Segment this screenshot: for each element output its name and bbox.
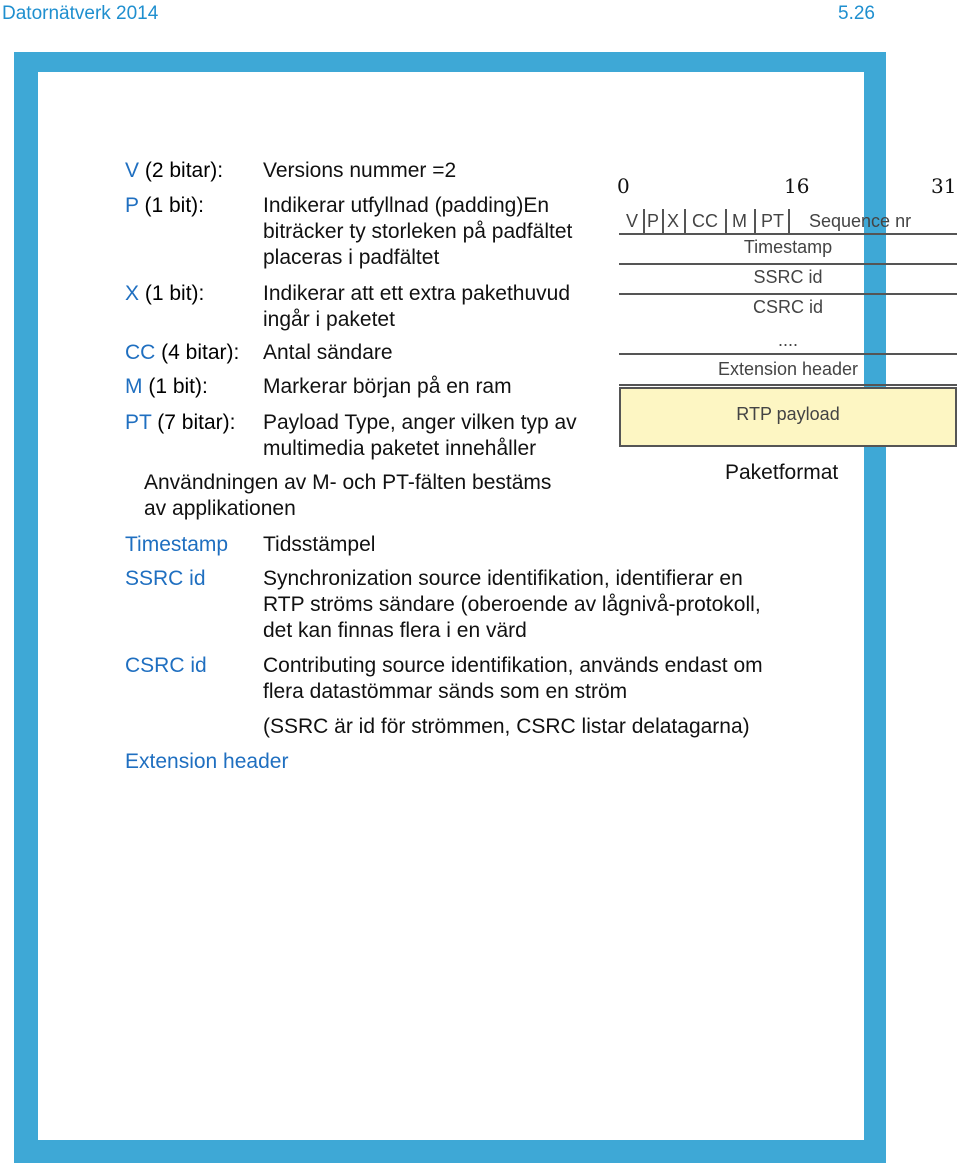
bit-ruler-31: 31 (931, 174, 957, 198)
divider (754, 209, 756, 234)
field-p-label: P (1 bit): (125, 194, 204, 217)
hdr-row-timestamp: Timestamp (743, 237, 833, 257)
divider (788, 209, 790, 234)
timestamp-term: Timestamp (125, 533, 229, 556)
csrc-term: CSRC id (125, 654, 207, 677)
row-line (619, 263, 957, 265)
field-pt-desc: Payload Type, anger vilken typ av multimedia paketet innehåller (263, 411, 577, 460)
hdr-field-pt: PT (761, 211, 785, 231)
extension-header-term: Extension header (125, 750, 289, 773)
row-line (619, 353, 957, 355)
row-line (619, 233, 957, 235)
ssrc-term: SSRC id (125, 567, 206, 590)
bit-ruler-16: 16 (784, 174, 810, 198)
csrc-desc: Contributing source identifikation, används endast om flera datastömmar sänds som en ström (263, 654, 763, 703)
divider (684, 209, 686, 234)
field-m-label: M (1 bit): (125, 375, 208, 398)
hdr-row-ssrc: SSRC id (753, 267, 823, 287)
hdr-field-sequence: Sequence nr (809, 211, 912, 231)
usage-note: Användningen av M- och PT-fälten bestäms av applikationen (144, 471, 552, 520)
hdr-row-csrc: CSRC id (752, 297, 823, 317)
field-pt-label: PT (7 bitar): (125, 411, 236, 434)
field-x-label: X (1 bit): (125, 282, 205, 305)
field-cc-desc: Antal sändare (263, 341, 393, 364)
divider (725, 209, 727, 234)
field-v-desc: Versions nummer =2 (263, 159, 457, 182)
slide-number: 5.26 (838, 3, 875, 24)
field-p-desc: Indikerar utfyllnad (padding)En biträcker ty storleken på padfältet placeras i padfältet (263, 194, 573, 269)
divider (643, 209, 645, 234)
divider (662, 209, 664, 234)
rtp-payload-label: RTP payload (736, 404, 840, 424)
hdr-row-extension: Extension header (717, 359, 859, 379)
row-line (619, 384, 957, 386)
field-m-desc: Markerar början på en ram (263, 375, 512, 398)
bit-ruler-0: 0 (617, 174, 630, 198)
course-title: Datornätverk 2014 (2, 3, 159, 24)
timestamp-desc: Tidsstämpel (263, 533, 376, 556)
field-x-desc: Indikerar att ett extra pakethuvud ingår i paketet (263, 282, 571, 331)
hdr-row-ellipsis: .... (777, 330, 798, 350)
field-cc-label: CC (4 bitar): (125, 341, 240, 364)
row-line (619, 293, 957, 295)
hdr-field-x: X (667, 211, 680, 231)
field-v-label: V (2 bitar): (125, 159, 224, 182)
hdr-field-p: P (647, 211, 660, 231)
hdr-field-v: V (626, 211, 639, 231)
diagram-caption: Paketformat (725, 461, 839, 484)
ssrc-desc: Synchronization source identifikation, identifierar en RTP ströms sändare (oberoende av lågnivå-protokoll, det kan finnas flera i en värd (263, 567, 761, 642)
ssrc-csrc-note: (SSRC är id för strömmen, CSRC listar delatagarna) (263, 715, 750, 738)
hdr-field-m: M (732, 211, 747, 231)
hdr-field-cc: CC (692, 211, 718, 231)
